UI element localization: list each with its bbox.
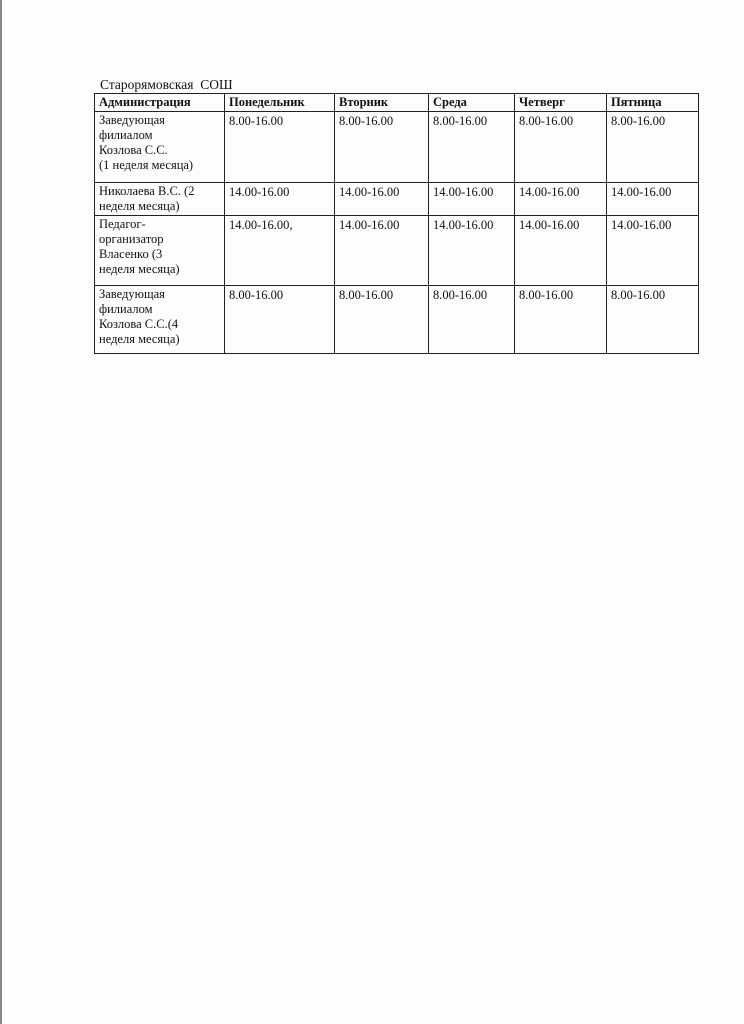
header-tuesday: Вторник [335, 94, 429, 112]
header-administration: Администрация [95, 94, 225, 112]
schedule-table [94, 93, 699, 354]
time-cell-friday: 14.00-16.00 [607, 216, 699, 286]
header-wednesday: Среда [429, 94, 515, 112]
time-cell-monday: 14.00-16.00 [225, 183, 335, 216]
time-cell-monday: 8.00-16.00 [225, 112, 335, 183]
time-cell-wednesday: 8.00-16.00 [429, 112, 515, 183]
time-cell-friday: 8.00-16.00 [607, 112, 699, 183]
time-cell-wednesday: 8.00-16.00 [429, 286, 515, 354]
time-cell-thursday: 8.00-16.00 [515, 286, 607, 354]
time-cell-monday: 14.00-16.00, [225, 216, 335, 286]
time-cell-tuesday: 14.00-16.00 [335, 183, 429, 216]
table-row [95, 286, 699, 354]
time-cell-thursday: 14.00-16.00 [515, 216, 607, 286]
time-cell-tuesday: 8.00-16.00 [335, 112, 429, 183]
staff-name-cell: Заведующая филиалом Козлова С.С.(4 неделя месяца) [95, 286, 225, 354]
staff-name-cell: Педагог- организатор Власенко (3 неделя месяца) [95, 216, 225, 286]
table-row [95, 183, 699, 216]
time-cell-friday: 8.00-16.00 [607, 286, 699, 354]
header-friday: Пятница [607, 94, 699, 112]
header-monday: Понедельник [225, 94, 335, 112]
staff-name-cell: Николаева В.С. (2 неделя месяца) [95, 183, 225, 216]
table-row [95, 216, 699, 286]
time-cell-tuesday: 14.00-16.00 [335, 216, 429, 286]
time-cell-monday: 8.00-16.00 [225, 286, 335, 354]
page-edge [0, 0, 2, 1024]
time-cell-wednesday: 14.00-16.00 [429, 183, 515, 216]
staff-name-cell: Заведующая филиалом Козлова С.С. (1 неделя месяца) [95, 112, 225, 183]
header-thursday: Четверг [515, 94, 607, 112]
table-header-row [95, 94, 699, 112]
time-cell-wednesday: 14.00-16.00 [429, 216, 515, 286]
time-cell-friday: 14.00-16.00 [607, 183, 699, 216]
time-cell-thursday: 8.00-16.00 [515, 112, 607, 183]
school-title: Старорямовская СОШ [100, 77, 233, 92]
time-cell-thursday: 14.00-16.00 [515, 183, 607, 216]
time-cell-tuesday: 8.00-16.00 [335, 286, 429, 354]
table-row [95, 112, 699, 183]
